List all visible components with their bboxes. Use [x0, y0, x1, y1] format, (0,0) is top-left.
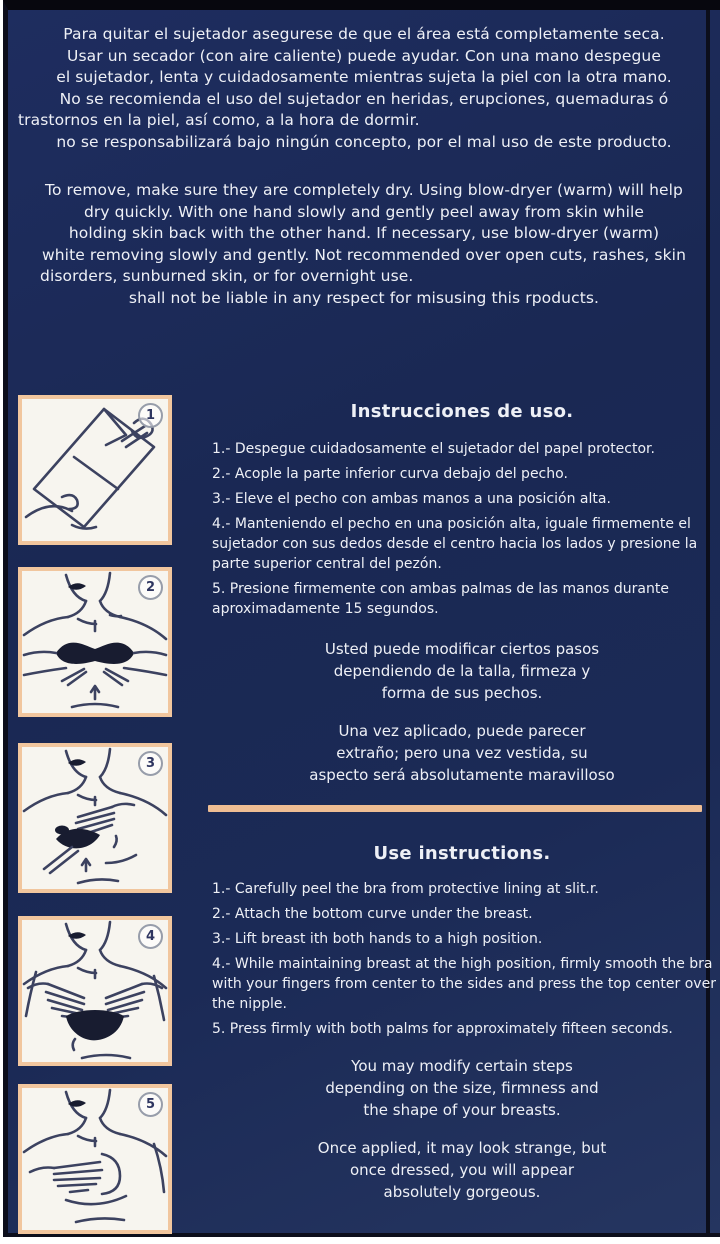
note-line: dependiendo de la talla, firmeza y [333, 662, 591, 680]
note-line: forma de sus pechos. [381, 684, 543, 702]
instruction-step-en: 2.- Attach the bottom curve under the breast. [212, 906, 533, 922]
note-line: the shape of your breasts. [363, 1101, 561, 1119]
instruction-step-en: 5. Press firmly with both palms for approximately fifteen seconds. [212, 1021, 673, 1037]
figure-step-1 [18, 395, 172, 545]
instruction-step-en: 1.- Carefully peel the bra from protective lining at slit.r. [212, 881, 599, 897]
removal-es-line: No se recomienda el uso del sujetador en heridas, erupciones, quemaduras ó [59, 89, 669, 108]
note-line: depending on the size, firmness and [325, 1079, 599, 1097]
note-line: absolutely gorgeous. [383, 1183, 541, 1201]
removal-en-line: white removing slowly and gently. Not recommended over open cuts, rashes, skin [41, 245, 687, 264]
instruction-step-es: 3.- Eleve el pecho con ambas manos a una posición alta. [212, 491, 611, 507]
instruction-step-en: 4.- While maintaining breast at the high position, firmly smooth the bra with your fingers from center to the sides and press the top center over the nipple. [212, 956, 716, 1012]
figure-number-badge: 3 [138, 751, 163, 776]
modify-note-en [206, 1055, 718, 1121]
removal-en-line: shall not be liable in any respect for misusing this rpoducts. [128, 288, 600, 307]
removal-en-line: disorders, sunburned skin, or for overnight use. [40, 267, 414, 285]
removal-es-line: Usar un secador (con aire caliente) puede ayudar. Con una mano despegue [67, 46, 661, 65]
removal-es-line: Para quitar el sujetador asegurese de que el área está completamente seca. [63, 25, 665, 43]
figure-step-4 [18, 916, 172, 1066]
instructions-es-steps [212, 439, 717, 624]
instruction-step-es: 1.- Despegue cuidadosamente el sujetador del papel protector. [212, 441, 655, 457]
section-divider [208, 805, 702, 812]
figure-step-3 [18, 743, 172, 893]
removal-es-line: trastornos en la piel, así como, a la hora de dormir. [18, 111, 420, 129]
note-line: aspecto será absolutamente maravilloso [309, 766, 615, 784]
figure-number-badge: 1 [138, 403, 163, 428]
note-line: You may modify certain steps [351, 1057, 573, 1075]
removal-es-line: el sujetador, lenta y cuidadosamente mientras sujeta la piel con la otra mano. [56, 68, 672, 86]
note-line: once dressed, you will appear [349, 1161, 575, 1179]
figure-number-badge: 2 [138, 575, 163, 600]
instruction-step-es: 5. Presione firmemente con ambas palmas de las manos durante aproximadamente 15 segundos. [212, 581, 669, 617]
figure-number-badge: 5 [138, 1092, 163, 1117]
instructions-es-heading: Instrucciones de uso. [350, 401, 574, 422]
removal-en-line: holding skin back with the other hand. If necessary, use blow-dryer (warm) [68, 224, 660, 242]
removal-instructions-es [14, 24, 714, 153]
note-line: Una vez aplicado, puede parecer [338, 722, 586, 740]
removal-en-line: dry quickly. With one hand slowly and gently peel away from skin while [83, 202, 645, 221]
figure-step-5 [18, 1084, 172, 1234]
modify-note-es [206, 638, 718, 704]
result-note-es [206, 720, 718, 786]
figure-number-badge: 4 [138, 924, 163, 949]
result-note-en [206, 1137, 718, 1203]
note-line: Once applied, it may look strange, but [317, 1139, 607, 1157]
instructions-en-steps [212, 879, 717, 1044]
panel-background [3, 0, 720, 1237]
instruction-step-es: 2.- Acople la parte inferior curva debajo del pecho. [212, 466, 568, 482]
instructions-en-heading: Use instructions. [373, 843, 551, 864]
instruction-step-en: 3.- Lift breast ith both hands to a high position. [212, 931, 543, 947]
removal-instructions-en [14, 180, 714, 309]
removal-es-line: no se responsabilizará bajo ningún concepto, por el mal uso de este producto. [56, 132, 672, 151]
figure-step-2 [18, 567, 172, 717]
note-line: Usted puede modificar ciertos pasos [324, 640, 600, 658]
note-line: extraño; pero una vez vestida, su [336, 744, 588, 762]
removal-en-line: To remove, make sure they are completely dry. Using blow-dryer (warm) will help [45, 181, 683, 199]
instruction-step-es: 4.- Manteniendo el pecho en una posición alta, iguale firmemente el sujetador con sus dedos desde el centro hacia los lados y presione la parte superior central del pezón. [212, 516, 698, 572]
